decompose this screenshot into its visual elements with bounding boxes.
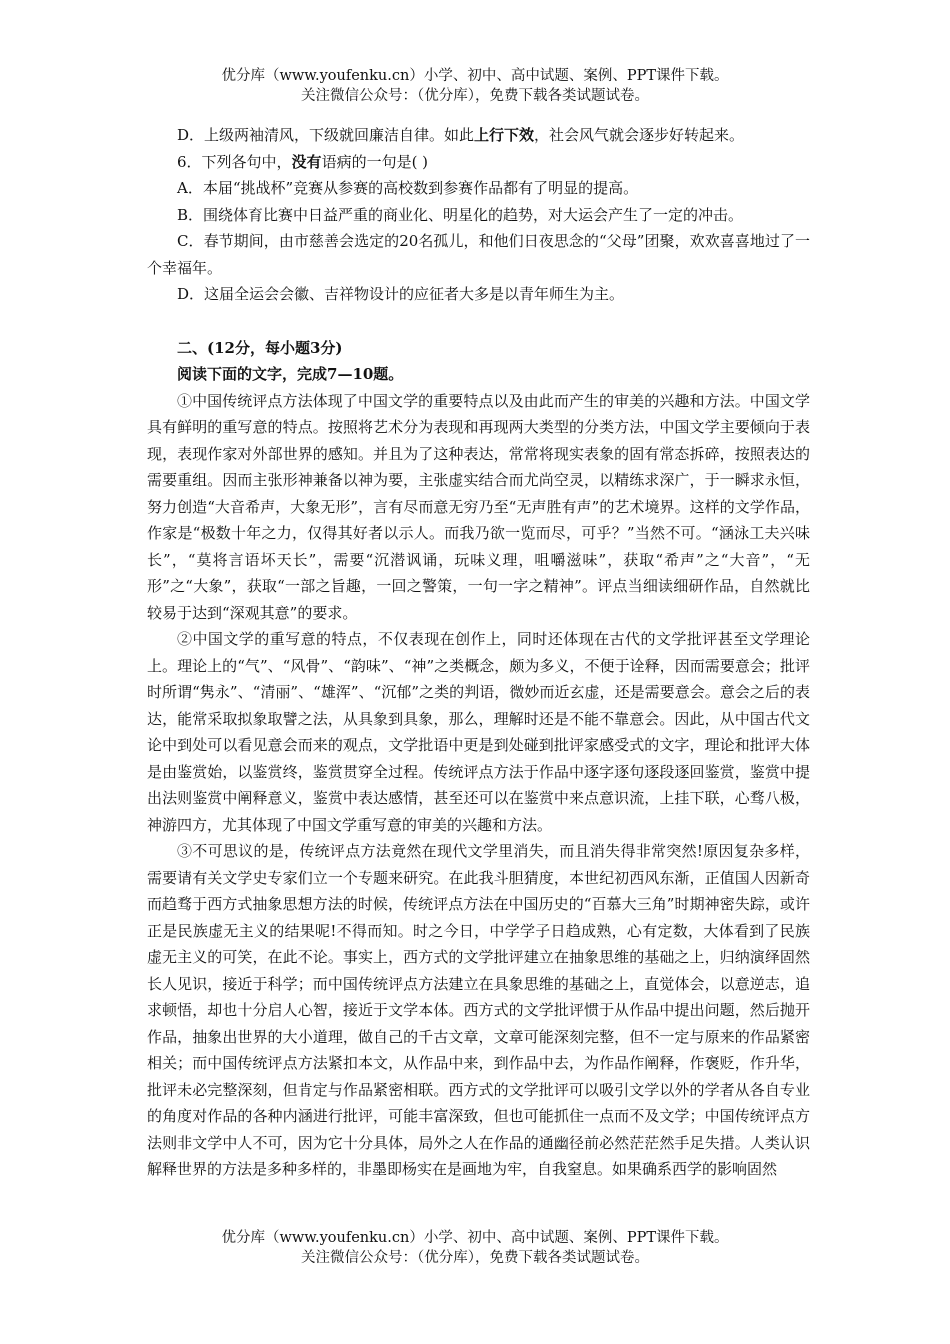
q6-stem: 6．下列各句中，没有语病的一句是( )	[177, 152, 429, 171]
header-line-1: 优分库（www.youfenku.cn）小学、初中、高中试题、案例、PPT课件下载。	[221, 68, 729, 84]
footer-line-1: 优分库（www.youfenku.cn）小学、初中、高中试题、案例、PPT课件下载。	[221, 1230, 729, 1246]
q5-option-d: D．上级两袖清风，下级就回廉洁自律。如此上行下效，社会风气就会逐步好转起来。	[177, 126, 745, 144]
section-gap	[147, 308, 810, 335]
q6-option-d: D．这届全运会会徽、吉祥物设计的应征者大多是以青年师生为主。	[177, 285, 625, 303]
q6-option-a: A．本届“挑战杯”竞赛从参赛的高校数到参赛作品都有了明显的提高。	[177, 179, 639, 197]
page-header	[0, 66, 950, 106]
section-instruction: 阅读下面的文字，完成7—10题。	[177, 365, 404, 383]
footer-line-2: 关注微信公众号：（优分库），免费下载各类试题试卷。	[301, 1250, 649, 1266]
bold-term: 没有	[291, 152, 322, 171]
section-heading: 二、(12分，每小题3分)	[177, 338, 343, 357]
q6-option-c: C．春节期间，由市慈善会选定的20名孤儿，和他们日夜思念的“父母”团聚，欢欢喜喜地过了一个幸福年。	[147, 232, 810, 277]
page-footer	[0, 1228, 950, 1268]
header-line-2: 关注微信公众号：（优分库），免费下载各类试题试卷。	[301, 88, 649, 104]
passage-paragraph-1: ①中国传统评点方法体现了中国文学的重要特点以及由此而产生的审美的兴趣和方法。中国文学具有鲜明的重写意的特点。按照将艺术分为表现和再现两大类型的分类方法，中国文学主要倾向于表现，表现作家对外部世界的感知。并且为了这种表达，常常将现实表象的固有常态拆碎，按照表达的需要重组。因而主张形神兼备以神为要，主张虚实结合而尤尚空灵，以精练求深广，于一瞬求永恒，努力创造“大音希声，大象无形”，言有尽而意无穷乃至“无声胜有声”的艺术境界。这样的文学作品，作家是“极数十年之力，仅得其好者以示人。而我乃欲一览而尽，可乎？”当然不可。“涵泳工夫兴味长”，“莫将言语坏天长”，需要“沉潜讽诵，玩味义理，咀嚼滋味”，获取“希声”之“大音”，“无形”之“大象”，获取“一部之旨趣，一回之警策，一句一字之精神”。评点当细读细研作品，自然就比较易于达到“深观其意”的要求。	[147, 391, 810, 622]
passage-paragraph-2: ②中国文学的重写意的特点，不仅表现在创作上，同时还体现在古代的文学批评甚至文学理论上。理论上的“气”、“风骨”、“韵味”、“神”之类概念，颇为多义，不便于诠释，因而需要意会；批评时所谓“隽永”、“清丽”、“雄浑”、“沉郁”之类的判语，微妙而近玄虚，还是需要意会。意会之后的表达，能常采取拟象取譬之法，从具象到具象，那么，理解时还是不能不靠意会。因此，从中国古代文论中到处可以看见意会而来的观点，文学批语中更是到处碰到批评家感受式的文字，理论和批评大体是由鉴赏始，以鉴赏终，鉴赏贯穿全过程。传统评点方法于作品中逐字逐句逐段逐回鉴赏，鉴赏中提出法则鉴赏中阐释意义，鉴赏中表达感情，甚至还可以在鉴赏中来点意识流，上挂下联，心骛八极，神游四方，尤其体现了中国文学重写意的审美的兴趣和方法。	[147, 630, 810, 834]
q6-option-b: B．围绕体育比赛中日益严重的商业化、明星化的趋势，对大运会产生了一定的冲击。	[177, 205, 744, 224]
document-body	[147, 122, 810, 1183]
passage-paragraph-3: ③不可思议的是，传统评点方法竟然在现代文学里消失，而且消失得非常突然!原因复杂多样，需要请有关文学史专家们立一个专题来研究。在此我斗胆猜度，本世纪初西风东渐，正值国人因新奇而趋骛于西方式抽象思想方法的时候，传统评点方法在中国历史的“百慕大三角”时期神密失踪，或许正是民族虚无主义的结果呢!不得而知。时之今日，中学学子日趋成熟，心有定数，大体看到了民族虚无主义的可笑，在此不论。事实上，西方式的文学批评建立在抽象思维的基础之上，归纳演绎固然长人见识，接近于科学；而中国传统评点方法建立在具象思维的基础之上，直觉体会，以意逆志，追求顿悟，却也十分启人心智，接近于文学本体。西方式的文学批评惯于从作品中提出问题，然后抛开作品，抽象出世界的大小道理，做自己的千古文章，文章可能深刻完整，但不一定与原来的作品紧密相关；而中国传统评点方法紧扣本文，从作品中来，到作品中去，为作品作阐释，作褒贬，作升华，批评未必完整深刻，但肯定与作品紧密相联。西方式的文学批评可以吸引文学以外的学者从各自专业的角度对作品的各种内涵进行批评，可能丰富深致，但也可能抓住一点而不及文学；中国传统评点方法则非文学中人不可，因为它十分具体，局外之人在作品的通幽径前必然茫茫然手足失措。人类认识解释世界的方法是多种多样的，非墨即杨实在是画地为牢，自我窒息。如果确系西学的影响固然	[147, 842, 810, 1178]
bold-term: 上行下效	[474, 126, 535, 144]
